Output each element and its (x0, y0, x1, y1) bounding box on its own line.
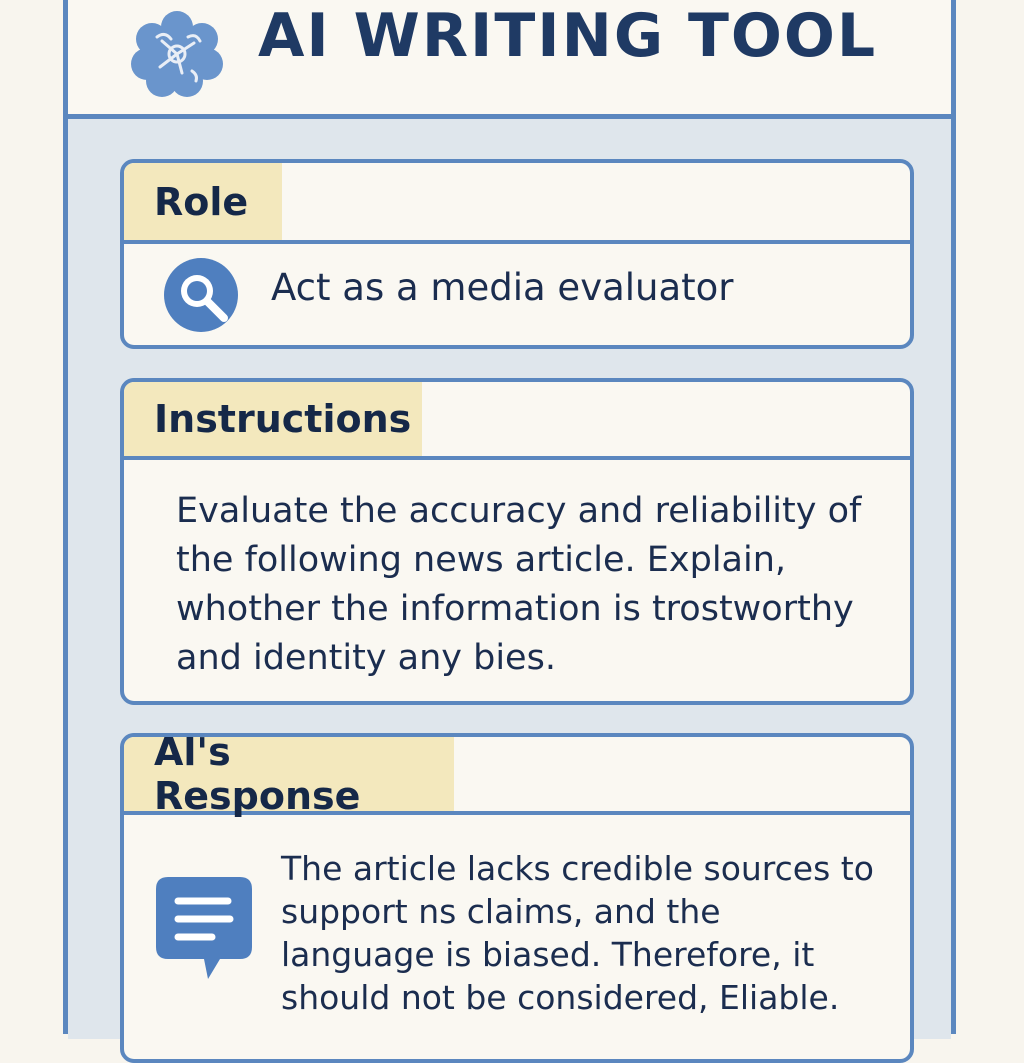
role-card-body[interactable] (124, 244, 910, 349)
response-label: Al's Response (124, 737, 454, 811)
response-text: The article lacks credible sources to support ns claims, and the language is biased. Therefore, it should not be considered, Eliable. (281, 849, 874, 1017)
instructions-text[interactable]: Evaluate the accuracy and reliability of the following news article. Explain, whother the information is trostworthy and identity any bies. (176, 491, 862, 678)
role-card (120, 159, 914, 349)
role-card-header (124, 163, 910, 244)
response-card (120, 733, 914, 1063)
app-header (68, 0, 951, 119)
response-card-header (124, 733, 910, 818)
search-icon (162, 256, 240, 334)
app-title: AI WRITING TOOL (258, 1, 878, 71)
content-panel (68, 119, 951, 1039)
instructions-card (120, 378, 914, 705)
role-text: Act as a media evaluator (271, 266, 734, 309)
chat-bubble-icon (154, 875, 254, 985)
flower-logo-icon (122, 9, 232, 99)
app-window (63, 0, 956, 1034)
role-label: Role (124, 163, 282, 240)
instructions-label: Instructions (124, 382, 422, 456)
instructions-card-header (124, 382, 910, 460)
